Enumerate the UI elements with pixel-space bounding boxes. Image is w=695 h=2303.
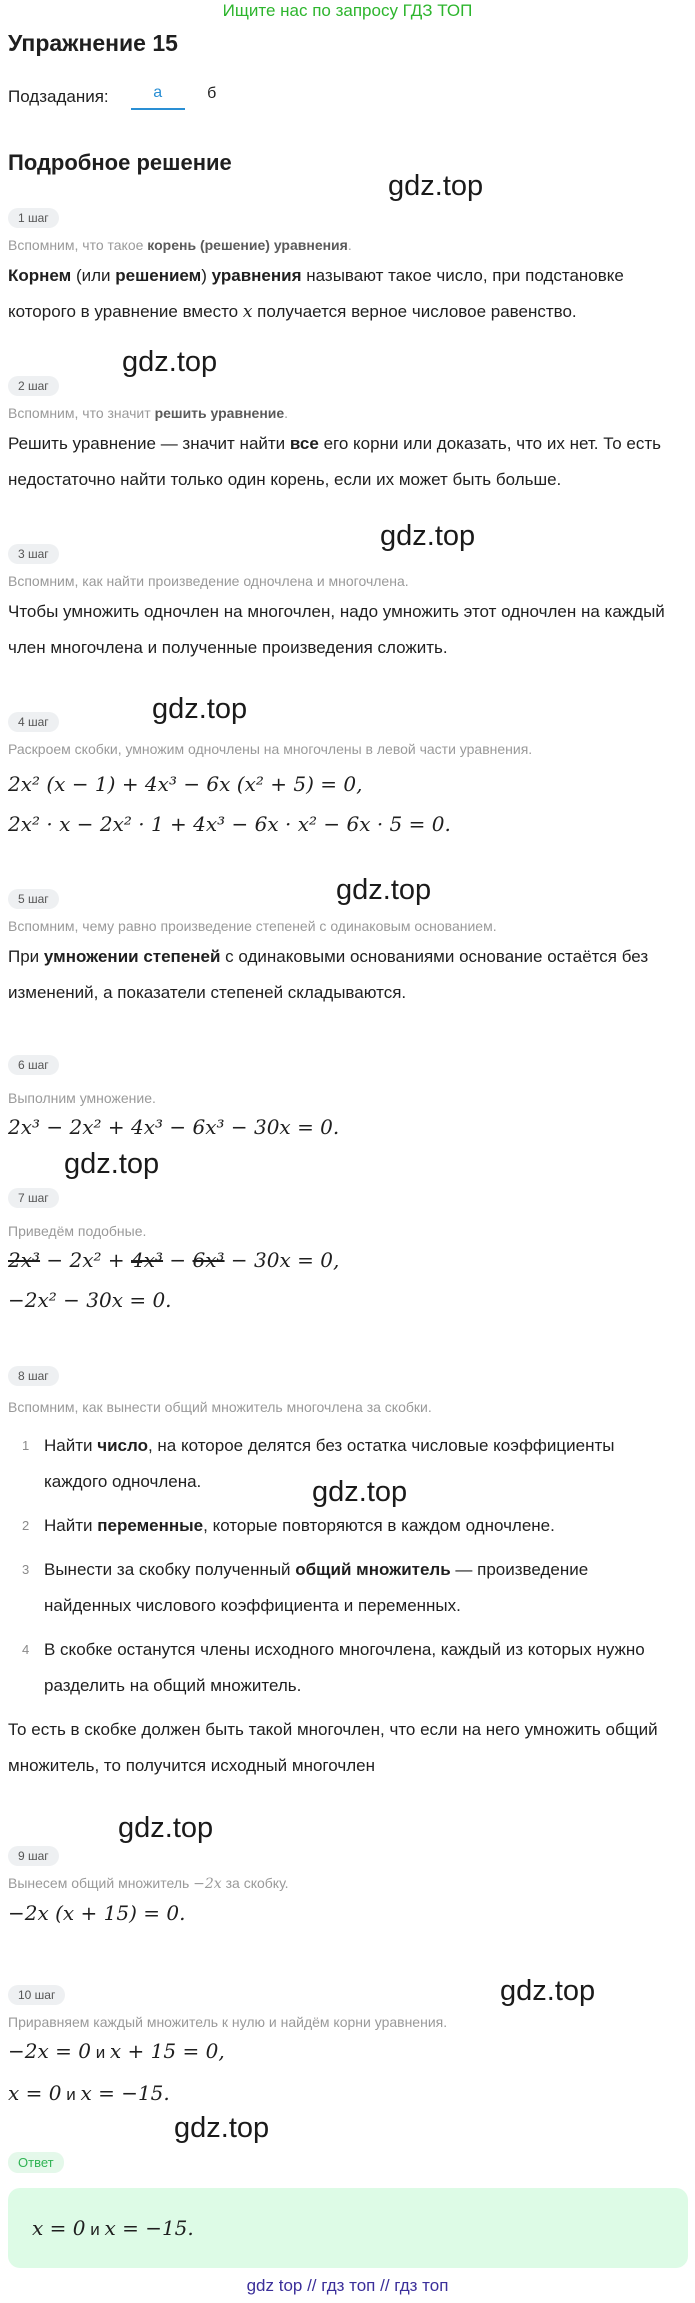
watermark: gdz.top: [122, 346, 218, 378]
step-badge: 7 шаг: [8, 1188, 59, 1208]
step-text: При умножении степеней с одинаковыми основаниями основание остаётся без изменений, а показатели степеней складываются.: [8, 947, 649, 1002]
equation: −2x² − 30x = 0.: [8, 1288, 172, 1312]
answer-badge: Ответ: [8, 2152, 64, 2173]
step-7: [8, 1188, 688, 1320]
equation: 2x³ − 2x² + 4x³ − 6x³ − 30x = 0,: [8, 1248, 340, 1272]
step-3: [8, 544, 688, 666]
step-badge: 2 шаг: [8, 376, 59, 396]
list-item: 2 Найти переменные, которые повторяются в каждом одночлене.: [8, 1508, 688, 1544]
watermark: gdz.top: [380, 520, 476, 552]
step-9: [8, 1846, 688, 1933]
step-badge: 6 шаг: [8, 1055, 59, 1075]
subtasks-bar: [8, 84, 239, 110]
step-badge: 3 шаг: [8, 544, 59, 564]
solution-title: Подробное решение: [8, 150, 232, 175]
watermark: gdz.top: [64, 1148, 160, 1180]
step-badge: 5 шаг: [8, 889, 59, 909]
step-text: То есть в скобке должен быть такой многочлен, что если на него умножить общий множитель, то получится исходный многочлен: [8, 1720, 658, 1775]
step-4: [8, 712, 688, 844]
subtask-tab-a[interactable]: а: [131, 84, 185, 110]
subtasks-label: Подзадания:: [8, 87, 109, 106]
step-hint: Вынесем общий множитель −2x за скобку.: [8, 1875, 289, 1892]
step-hint: Вспомним, как найти произведение одночлена и многочлена.: [8, 573, 409, 589]
answer-equation: x = 0 и x = −15.: [32, 2216, 194, 2240]
equation: 2x² · x − 2x² · 1 + 4x³ − 6x · x² − 6x · 5 = 0.: [8, 812, 451, 836]
step-text: Чтобы умножить одночлен на многочлен, надо умножить этот одночлен на каждый член многочлена и полученные произведения сложить.: [8, 602, 665, 657]
step-10: [8, 1985, 688, 2115]
list-item: 1 Найти число, на которое делятся без остатка числовые коэффициенты каждого одночлена.: [8, 1428, 688, 1500]
step-8: [8, 1366, 688, 1784]
numbered-list: [8, 1428, 688, 1704]
step-hint: Вспомним, чему равно произведение степеней с одинаковым основанием.: [8, 918, 497, 934]
watermark: gdz.top: [152, 693, 248, 725]
top-banner[interactable]: Ищите нас по запросу ГДЗ ТОП: [222, 1, 473, 20]
step-badge: 1 шаг: [8, 208, 59, 228]
equation: x = 0 и x = −15.: [8, 2081, 170, 2105]
step-6: [8, 1055, 688, 1147]
step-hint: Приравняем каждый множитель к нулю и найдём корни уравнения.: [8, 2014, 448, 2030]
equation: −2x (x + 15) = 0.: [8, 1901, 186, 1925]
list-item: 3 Вынести за скобку полученный общий множитель — произведение найденных числового коэффициента и переменных.: [8, 1552, 688, 1624]
step-hint: Вспомним, что такое корень (решение) уравнения.: [8, 237, 352, 253]
step-badge: 8 шаг: [8, 1366, 59, 1386]
answer-box: [8, 2188, 688, 2268]
step-hint: Раскроем скобки, умножим одночлены на многочлены в левой части уравнения.: [8, 741, 533, 757]
step-badge: 4 шаг: [8, 712, 59, 732]
list-number: 3: [22, 1562, 30, 1577]
equation: 2x² (x − 1) + 4x³ − 6x (x² + 5) = 0,: [8, 772, 363, 796]
list-number: 1: [22, 1438, 30, 1453]
answer-label: [8, 2152, 688, 2173]
subtask-tab-b[interactable]: б: [207, 85, 217, 102]
step-text: Решить уравнение — значит найти все его корни или доказать, что их нет. То есть недостаточно найти только один корень, если их может быть больше.: [8, 434, 662, 489]
step-hint: Выполним умножение.: [8, 1090, 156, 1106]
equation: 2x³ − 2x² + 4x³ − 6x³ − 30x = 0.: [8, 1115, 340, 1139]
step-badge: 9 шаг: [8, 1846, 59, 1866]
list-number: 2: [22, 1518, 30, 1533]
watermark: gdz.top: [118, 1812, 214, 1844]
step-hint: Вспомним, что значит решить уравнение.: [8, 405, 289, 421]
list-number: 4: [22, 1642, 30, 1657]
watermark: gdz.top: [336, 874, 432, 906]
step-1: [8, 208, 688, 330]
step-hint: Вспомним, как вынести общий множитель многочлена за скобки.: [8, 1399, 432, 1415]
watermark: gdz.top: [500, 1975, 596, 2007]
step-badge: 10 шаг: [8, 1985, 65, 2005]
footer-links[interactable]: gdz top // гдз топ // гдз топ: [246, 2276, 449, 2295]
page-title: Упражнение 15: [8, 30, 178, 56]
watermark: gdz.top: [312, 1476, 408, 1508]
equation: −2x = 0 и x + 15 = 0,: [8, 2039, 225, 2063]
step-5: [8, 889, 688, 1011]
list-item: 4 В скобке останутся члены исходного многочлена, каждый из которых нужно разделить на общий множитель.: [8, 1632, 688, 1704]
step-text: Корнем (или решением) уравнения называют такое число, при подстановке которого в уравнение вместо x получается верное числовое равенство.: [8, 266, 624, 322]
watermark: gdz.top: [174, 2112, 270, 2144]
watermark: gdz.top: [388, 170, 484, 202]
step-hint: Приведём подобные.: [8, 1223, 147, 1239]
step-2: [8, 376, 688, 498]
